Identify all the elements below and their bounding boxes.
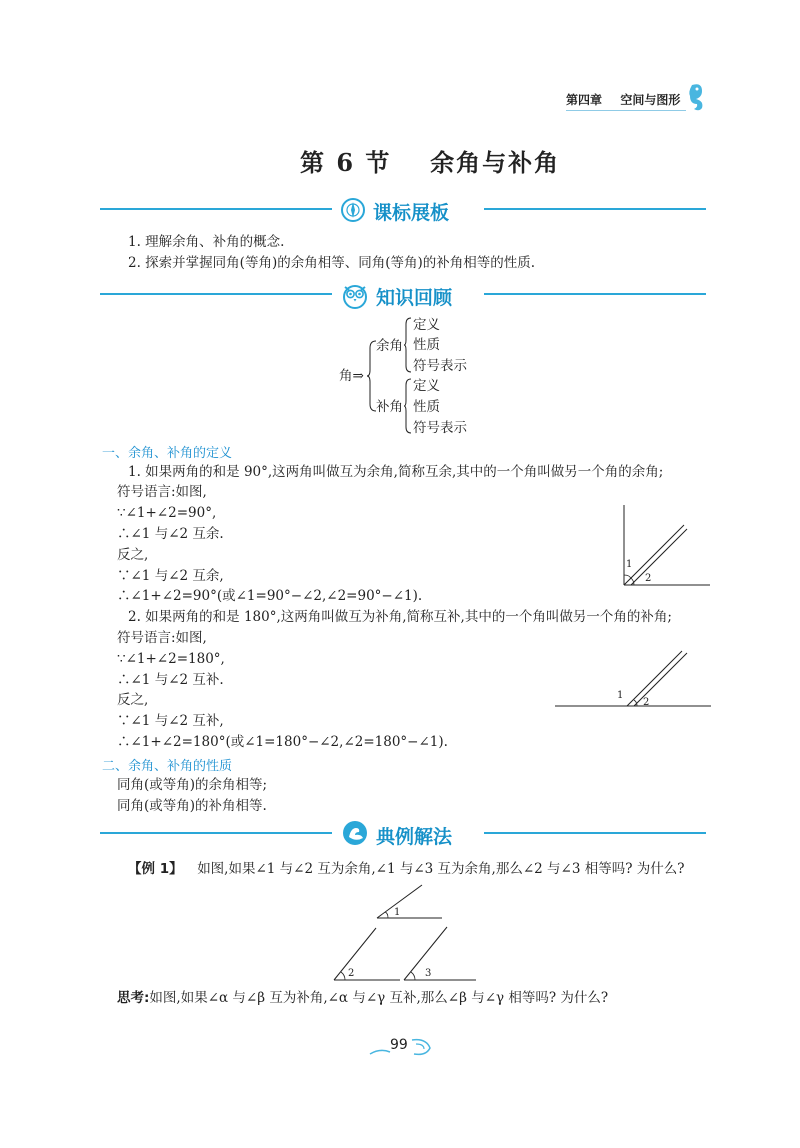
figure-label-angle-1: 1 [626,559,633,570]
tree-branch-complementary: 余角 [376,338,403,354]
chapter-header [566,91,680,108]
tree-leaf-definition: 定义 [413,378,440,394]
def1-line: ∵∠1+∠2=90°, [117,505,217,521]
chapter-number: 第四章 [566,93,603,107]
property-line: 同角(或等角)的补角相等. [117,798,267,814]
section-title-examples: 典例解法 [376,826,453,848]
tree-leaf-notation: 符号表示 [413,358,467,374]
def2-line: ∴∠1 与∠2 互补. [117,672,224,688]
tree-leaf-property: 性质 [413,337,440,353]
section-divider-right [484,293,706,295]
def2-line: 反之, [117,692,149,708]
example-1 [128,860,684,878]
heading-properties: 二、余角、补角的性质 [102,759,233,774]
tree-leaf-notation: 符号表示 [413,420,467,436]
tree-brace-upper [404,317,412,373]
tree-brace-lower [404,378,412,434]
def1-line: ∵∠1 与∠2 互余, [117,568,224,584]
section-title-review: 知识回顾 [376,287,453,309]
section-divider-left [100,208,332,210]
def1-line: 符号语言:如图, [117,484,207,500]
think-question [117,989,608,1007]
definition-complementary: 1. 如果两角的和是 90°,这两角叫做互为余角,简称互余,其中的一个角叫做另一个角的余角; [128,464,664,480]
header-rule [566,110,686,111]
property-line: 同角(或等角)的余角相等; [117,777,268,793]
section-divider-right [484,208,706,210]
figure-label-angle-2: 2 [645,573,652,584]
think-text: 如图,如果∠α 与∠β 互为补角,∠α 与∠γ 互补,那么∠β 与∠γ 相等吗? 为什么? [149,990,609,1006]
figure-label-angle-2: 2 [348,968,355,979]
tree-branch-supplementary: 补角 [376,399,403,415]
tree-leaf-property: 性质 [413,399,440,415]
section-divider-left [100,832,332,834]
standards-item-2: 2. 探索并掌握同角(等角)的余角相等、同角(等角)的补角相等的性质. [128,255,536,271]
figure-label-angle-1: 1 [394,907,401,918]
page-title [300,143,560,178]
definition-supplementary: 2. 如果两角的和是 180°,这两角叫做互为补角,简称互补,其中的一个角叫做另一个角的补角; [128,609,672,625]
def2-line: ∵∠1+∠2=180°, [117,651,225,667]
figure-example-angles [330,880,480,982]
def2-line: ∴∠1+∠2=180°(或∠1=180°−∠2,∠2=180°−∠1). [117,734,448,750]
think-tag: 思考: [117,990,150,1006]
def2-line: ∵∠1 与∠2 互补, [117,713,224,729]
section-name: 余角与补角 [430,148,561,177]
chapter-title: 空间与图形 [620,93,681,107]
tree-root: 角⇒ [339,368,364,384]
section-divider-right [484,832,706,834]
heading-definitions: 一、余角、补角的定义 [102,446,233,461]
def1-line: 反之, [117,547,149,563]
owl-icon [341,281,369,309]
section-number: 第 6 节 [300,148,392,177]
figure-label-angle-2: 2 [643,697,650,708]
seahorse-icon [684,82,710,112]
tree-leaf-definition: 定义 [413,317,440,333]
example-tag: 【例 1】 [128,861,183,877]
section-divider-left [100,293,332,295]
example-question: 如图,如果∠1 与∠2 互为余角,∠1 与∠3 互为余角,那么∠2 与∠3 相等吗? 为什么? [197,861,685,877]
swan-icon [341,820,369,846]
section-title-standards: 课标展板 [373,202,450,224]
page-number: 99 [390,1037,408,1053]
def1-line: ∴∠1+∠2=90°(或∠1=90°−∠2,∠2=90°−∠1). [117,588,423,604]
def1-line: ∴∠1 与∠2 互余. [117,526,224,542]
figure-complementary-angles [620,505,710,587]
figure-label-angle-1: 1 [617,690,624,701]
figure-label-angle-3: 3 [425,968,432,979]
def2-line: 符号语言:如图, [117,630,207,646]
compass-icon [340,197,366,223]
standards-item-1: 1. 理解余角、补角的概念. [128,234,285,250]
figure-supplementary-angles [555,648,711,708]
